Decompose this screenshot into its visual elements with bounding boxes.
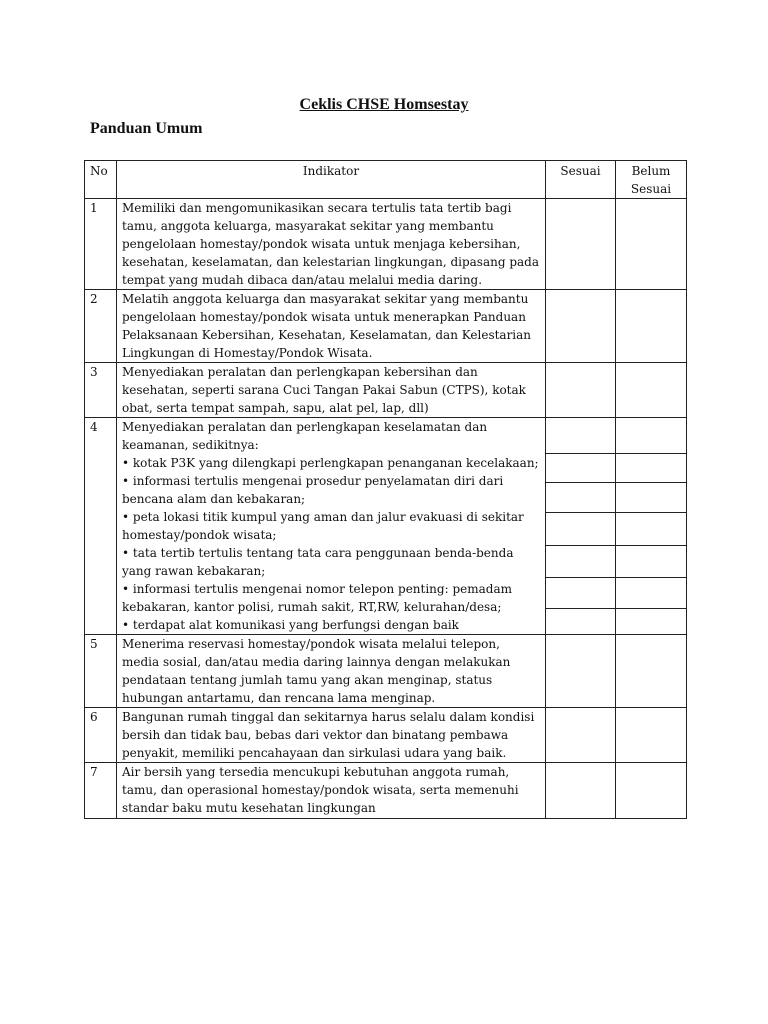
row-number: 5 bbox=[85, 635, 117, 708]
sesuai-checkbox-cell[interactable] bbox=[546, 763, 616, 819]
sesuai-checkbox-cell[interactable] bbox=[546, 199, 616, 290]
belum-sesuai-checkbox-cell[interactable] bbox=[616, 483, 686, 513]
row-number: 7 bbox=[85, 763, 117, 819]
indicator-bullet: • kotak P3K yang dilengkapi perlengkapan penanganan kecelakaan; bbox=[122, 456, 539, 470]
indicator-bullet: • tata tertib tertulis tentang tata cara penggunaan benda-benda yang rawan kebakaran; bbox=[122, 546, 514, 578]
indicator-text: Menerima reservasi homestay/pondok wisata melalui telepon, media sosial, dan/atau media daring lainnya dengan melakukan pendataan tentang jumlah tamu yang akan menginap, status hubungan antartamu, dan rencana lama menginap. bbox=[117, 635, 546, 708]
sesuai-checkbox-stack bbox=[546, 418, 616, 635]
table-row bbox=[85, 708, 687, 763]
indicator-text bbox=[117, 418, 546, 635]
checklist-table bbox=[84, 160, 687, 819]
table-row bbox=[85, 363, 687, 418]
table-row bbox=[85, 290, 687, 363]
indicator-bullet: • informasi tertulis mengenai prosedur penyelamatan diri dari bencana alam dan kebakaran; bbox=[122, 474, 504, 506]
row-number: 6 bbox=[85, 708, 117, 763]
indicator-text: Bangunan rumah tinggal dan sekitarnya harus selalu dalam kondisi bersih dan tidak bau, bebas dari vektor dan binatang pembawa penyakit, memiliki pencahayaan dan sirkulasi udara yang baik. bbox=[117, 708, 546, 763]
sesuai-checkbox-cell[interactable] bbox=[546, 454, 615, 483]
indicator-text: Melatih anggota keluarga dan masyarakat sekitar yang membantu pengelolaan homestay/pondok wisata untuk menerapkan Panduan Pelaksanaan Kebersihan, Kesehatan, Keselamatan, dan Kelestarian Lingkungan di Homestay/Pondok Wisata. bbox=[117, 290, 546, 363]
sesuai-checkbox-cell[interactable] bbox=[546, 708, 616, 763]
belum-sesuai-checkbox-cell[interactable] bbox=[616, 363, 687, 418]
indicator-text: Air bersih yang tersedia mencukupi kebutuhan anggota rumah, tamu, dan operasional homestay/pondok wisata, serta memenuhi standar baku mutu kesehatan lingkungan bbox=[117, 763, 546, 819]
indicator-bullet: • informasi tertulis mengenai nomor telepon penting: pemadam kebakaran, kantor polisi, rumah sakit, RT,RW, kelurahan/desa; bbox=[122, 582, 512, 614]
row-number: 2 bbox=[85, 290, 117, 363]
belum-sesuai-checkbox-cell[interactable] bbox=[616, 578, 686, 609]
row-number: 4 bbox=[85, 418, 117, 635]
indicator-bullet: • terdapat alat komunikasi yang berfungsi dengan baik bbox=[122, 618, 459, 632]
sesuai-checkbox-cell[interactable] bbox=[546, 483, 615, 513]
header-indikator: Indikator bbox=[117, 161, 546, 199]
indicator-text: Memiliki dan mengomunikasikan secara tertulis tata tertib bagi tamu, anggota keluarga, masyarakat sekitar yang membantu pengelolaan homestay/pondok wisata untuk menjaga kebersihan, kesehatan, keselamatan, dan kelestarian lingkungan, dipasang pada tempat yang mudah dibaca dan/atau melalui media daring. bbox=[117, 199, 546, 290]
sesuai-checkbox-cell[interactable] bbox=[546, 513, 615, 546]
belum-sesuai-checkbox-cell[interactable] bbox=[616, 708, 687, 763]
belum-sesuai-checkbox-stack bbox=[616, 418, 687, 635]
indicator-text: Menyediakan peralatan dan perlengkapan kebersihan dan kesehatan, seperti sarana Cuci Tangan Pakai Sabun (CTPS), kotak obat, serta tempat sampah, sapu, alat pel, lap, dll) bbox=[117, 363, 546, 418]
sesuai-checkbox-cell[interactable] bbox=[546, 578, 615, 609]
table-row bbox=[85, 635, 687, 708]
belum-sesuai-checkbox-cell[interactable] bbox=[616, 763, 687, 819]
belum-sesuai-checkbox-cell[interactable] bbox=[616, 199, 687, 290]
table-header-row bbox=[85, 161, 687, 199]
header-no: No bbox=[85, 161, 117, 199]
document-title: Ceklis CHSE Homsestay bbox=[299, 96, 469, 113]
belum-sesuai-checkbox-cell[interactable] bbox=[616, 635, 687, 708]
table-row bbox=[85, 763, 687, 819]
sesuai-checkbox-cell[interactable] bbox=[546, 418, 615, 454]
indicator-bullet: • peta lokasi titik kumpul yang aman dan jalur evakuasi di sekitar homestay/pondok wisata; bbox=[122, 510, 524, 542]
indicator-intro: Menyediakan peralatan dan perlengkapan keselamatan dan keamanan, sedikitnya: bbox=[122, 420, 488, 452]
belum-sesuai-checkbox-cell[interactable] bbox=[616, 546, 686, 578]
belum-sesuai-checkbox-cell[interactable] bbox=[616, 513, 686, 546]
belum-sesuai-checkbox-cell[interactable] bbox=[616, 418, 686, 454]
table-row bbox=[85, 418, 687, 635]
sesuai-checkbox-cell[interactable] bbox=[546, 609, 615, 632]
sesuai-checkbox-cell[interactable] bbox=[546, 290, 616, 363]
section-heading: Panduan Umum bbox=[90, 120, 203, 137]
belum-sesuai-checkbox-cell[interactable] bbox=[616, 609, 686, 632]
sesuai-checkbox-cell[interactable] bbox=[546, 546, 615, 578]
header-belum-sesuai: Belum Sesuai bbox=[616, 161, 687, 199]
belum-sesuai-checkbox-cell[interactable] bbox=[616, 290, 687, 363]
row-number: 3 bbox=[85, 363, 117, 418]
row-number: 1 bbox=[85, 199, 117, 290]
header-sesuai: Sesuai bbox=[546, 161, 616, 199]
belum-sesuai-checkbox-cell[interactable] bbox=[616, 454, 686, 483]
table-row bbox=[85, 199, 687, 290]
sesuai-checkbox-cell[interactable] bbox=[546, 635, 616, 708]
sesuai-checkbox-cell[interactable] bbox=[546, 363, 616, 418]
